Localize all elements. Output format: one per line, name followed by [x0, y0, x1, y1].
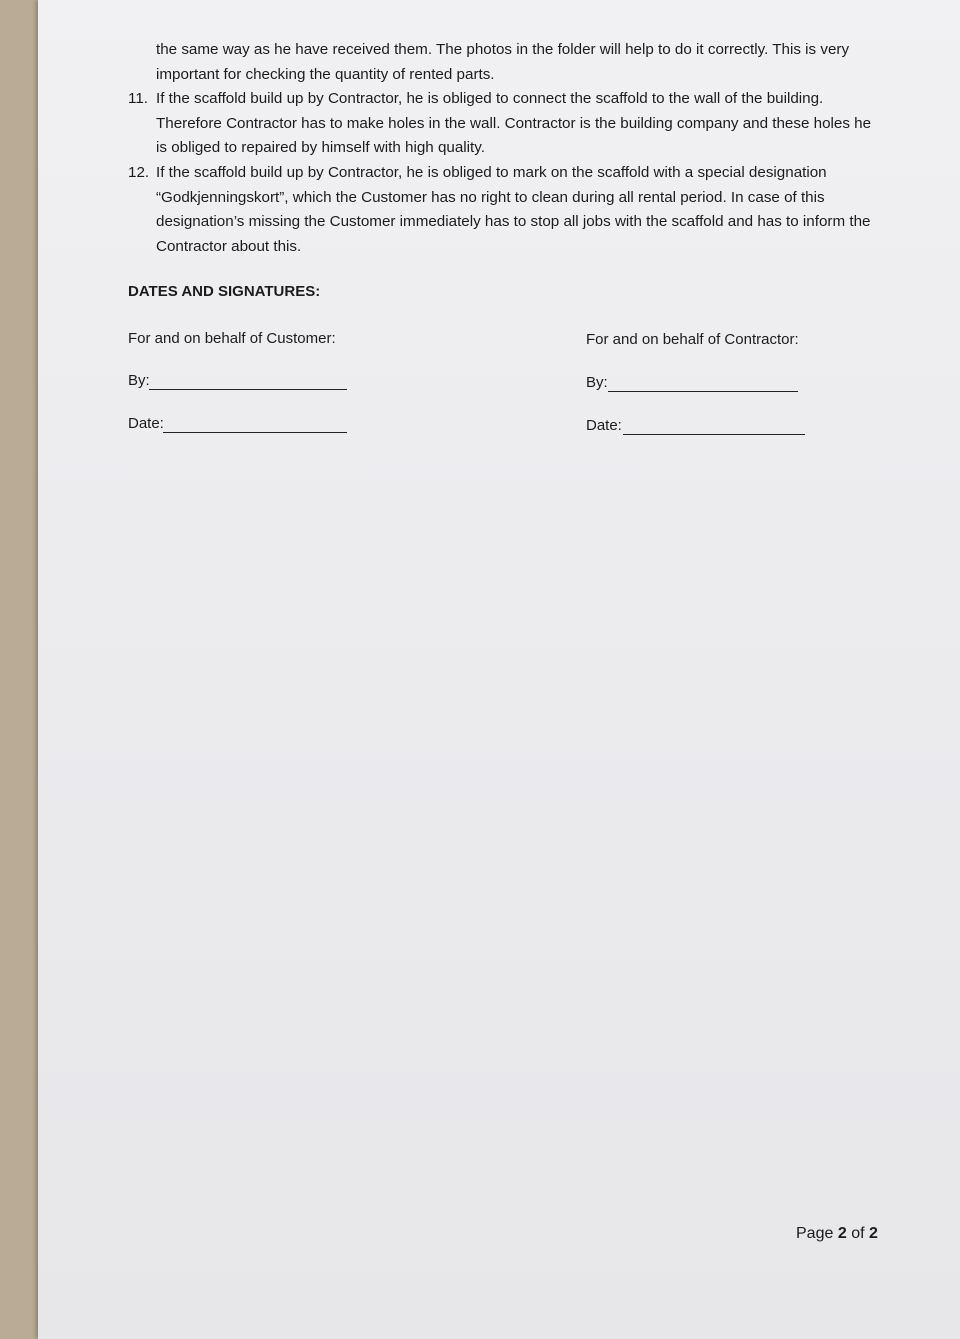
customer-by-label: By:: [128, 372, 150, 389]
contractor-date-line: [623, 434, 805, 435]
customer-signature-line: [149, 389, 347, 390]
clause-item-12: [128, 161, 880, 259]
contractor-signature-line: [608, 391, 798, 392]
clause-text: If the scaffold build up by Contractor, he is obliged to mark on the scaffold with a special designation “Godkjenningskort”, which the Customer has no right to clean during all rental period. In case of this designation’s missing the Customer immediately has to stop all jobs with the scaffold and has to inform the Contractor about this.: [156, 164, 871, 255]
clause-item-11: [128, 87, 880, 161]
clause-text: If the scaffold build up by Contractor, he is obliged to connect the scaffold to the wall of the building. Therefore Contractor has to make holes in the wall. Contractor is the building company and these holes he is obliged to repaired by himself with high quality.: [156, 90, 872, 156]
document-page: [38, 0, 960, 1339]
customer-date-line: [163, 432, 347, 433]
clause-number: 11.: [128, 90, 148, 107]
signatures-heading: DATES AND SIGNATURES:: [128, 283, 321, 300]
contractor-label: For and on behalf of Contractor:: [586, 331, 799, 348]
clause-continuation: the same way as he have received them. The photos in the folder will help to do it correctly. This is very important for checking the quantity of rented parts.: [156, 41, 850, 83]
page-current: 2: [837, 1225, 847, 1242]
contractor-by-label: By:: [586, 374, 608, 391]
page-word: Page: [796, 1225, 834, 1242]
clause-number: 12.: [128, 164, 150, 181]
contractor-date-label: Date:: [586, 417, 622, 434]
page-of-word: of: [851, 1225, 865, 1242]
customer-date-label: Date:: [128, 415, 164, 432]
page-number: [796, 1225, 878, 1243]
page-total: 2: [868, 1225, 878, 1242]
customer-label: For and on behalf of Customer:: [128, 330, 336, 347]
